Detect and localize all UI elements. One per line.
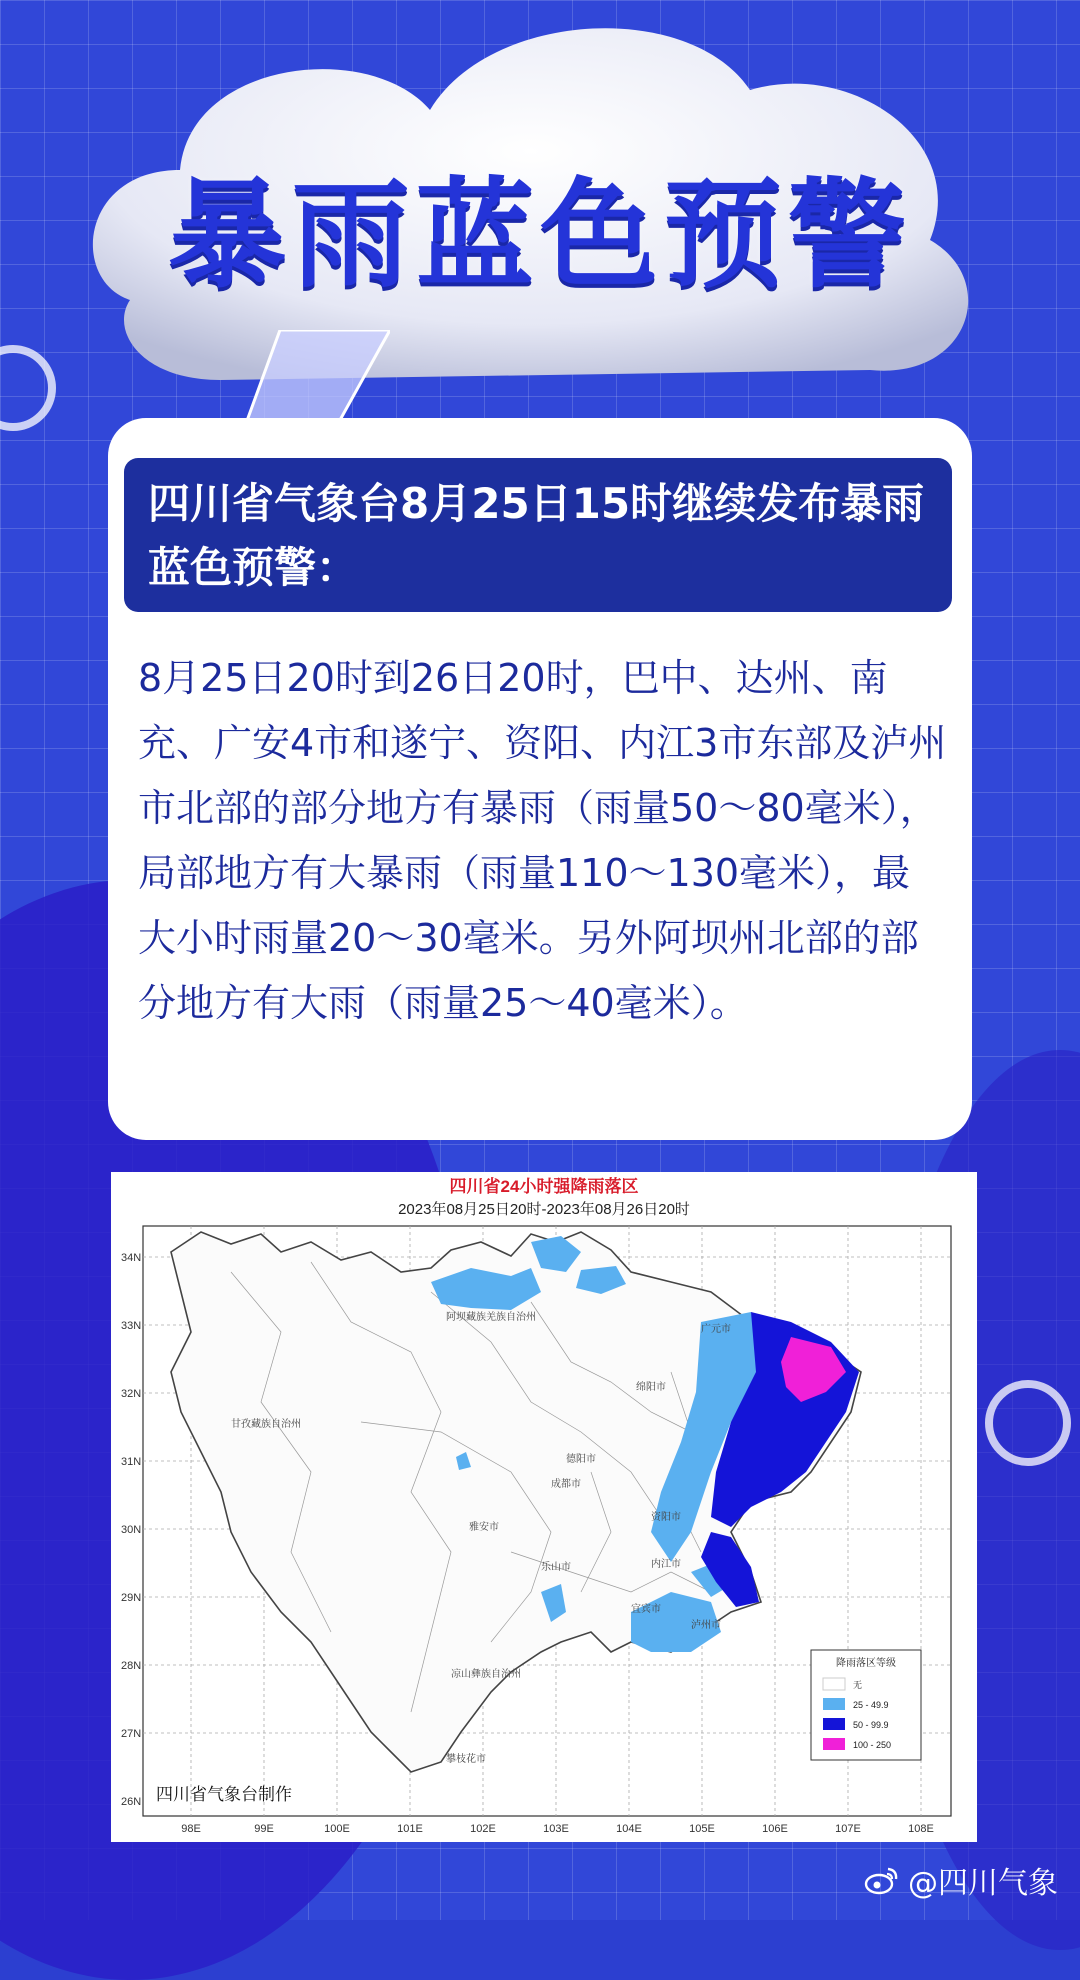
longitude-labels [181, 1823, 934, 1835]
lon-label: 107E [835, 1823, 861, 1835]
place-label: 宜宾市 [631, 1604, 661, 1615]
place-label: 甘孜藏族自治州 [231, 1419, 301, 1430]
lat-label: 31N [121, 1456, 142, 1468]
lat-label: 33N [121, 1320, 142, 1332]
legend-label: 50 - 99.9 [853, 1720, 889, 1730]
place-label: 阿坝藏族羌族自治州 [446, 1312, 536, 1323]
lon-label: 106E [762, 1823, 788, 1835]
latitude-labels [121, 1252, 141, 1808]
lon-label: 101E [397, 1823, 423, 1835]
lat-label: 28N [121, 1660, 142, 1672]
warning-card [108, 418, 972, 1140]
lon-label: 100E [324, 1823, 350, 1835]
rainfall-map [111, 1172, 977, 1842]
place-label: 德阳市 [566, 1454, 596, 1465]
map-subtitle: 2023年08月25日20时-2023年08月26日20时 [398, 1201, 690, 1218]
legend-label: 25 - 49.9 [853, 1700, 889, 1710]
weibo-icon [864, 1865, 900, 1895]
legend-title: 降雨落区等级 [836, 1658, 896, 1669]
legend-swatch [823, 1678, 845, 1690]
lon-label: 104E [616, 1823, 642, 1835]
legend-swatch [823, 1718, 845, 1730]
place-label: 广元市 [701, 1324, 731, 1335]
place-label: 内江市 [651, 1559, 681, 1570]
decor-ring [985, 1380, 1071, 1466]
lon-label: 108E [908, 1823, 934, 1835]
account-name[interactable]: @四川气象 [908, 1866, 1058, 1901]
lon-label: 105E [689, 1823, 715, 1835]
place-label: 泸州市 [691, 1620, 721, 1631]
lat-label: 27N [121, 1728, 142, 1740]
place-label: 资阳市 [651, 1512, 681, 1523]
lat-label: 32N [121, 1388, 142, 1400]
place-label: 雅安市 [469, 1522, 499, 1533]
warning-body: 8月25日20时到26日20时，巴中、达州、南充、广安4市和遂宁、资阳、内江3市东部及泸州市北部的部分地方有暴雨（雨量50～80毫米），局部地方有大暴雨（雨量110～130毫米），最大小时雨量20～30毫米。另外阿坝州北部的部分地方有大雨（雨量25～40毫米）。 [138, 656, 947, 1025]
map-title: 四川省24小时强降雨落区 [449, 1177, 639, 1196]
legend-swatch [823, 1698, 845, 1710]
map-legend [811, 1650, 921, 1760]
legend-label: 无 [853, 1680, 863, 1690]
lat-label: 34N [121, 1252, 142, 1264]
place-label: 绵阳市 [636, 1382, 666, 1393]
lat-label: 26N [121, 1796, 142, 1808]
legend-label: 100 - 250 [853, 1740, 892, 1750]
lon-label: 99E [254, 1823, 274, 1835]
place-label: 成都市 [551, 1479, 581, 1490]
page-title: 暴雨蓝色预警 [167, 166, 912, 304]
legend-swatch [823, 1738, 845, 1750]
lat-label: 30N [121, 1524, 142, 1536]
place-label: 攀枝花市 [446, 1754, 486, 1765]
place-label: 凉山彝族自治州 [451, 1669, 521, 1680]
map-credit: 四川省气象台制作 [156, 1785, 292, 1804]
lat-label: 29N [121, 1592, 142, 1604]
warning-heading: 四川省气象台8月25日15时继续发布暴雨蓝色预警： [124, 458, 952, 612]
lon-label: 98E [181, 1823, 201, 1835]
lon-label: 103E [543, 1823, 569, 1835]
place-label: 乐山市 [541, 1562, 571, 1573]
account-credit [864, 1858, 1058, 1902]
lon-label: 102E [470, 1823, 496, 1835]
